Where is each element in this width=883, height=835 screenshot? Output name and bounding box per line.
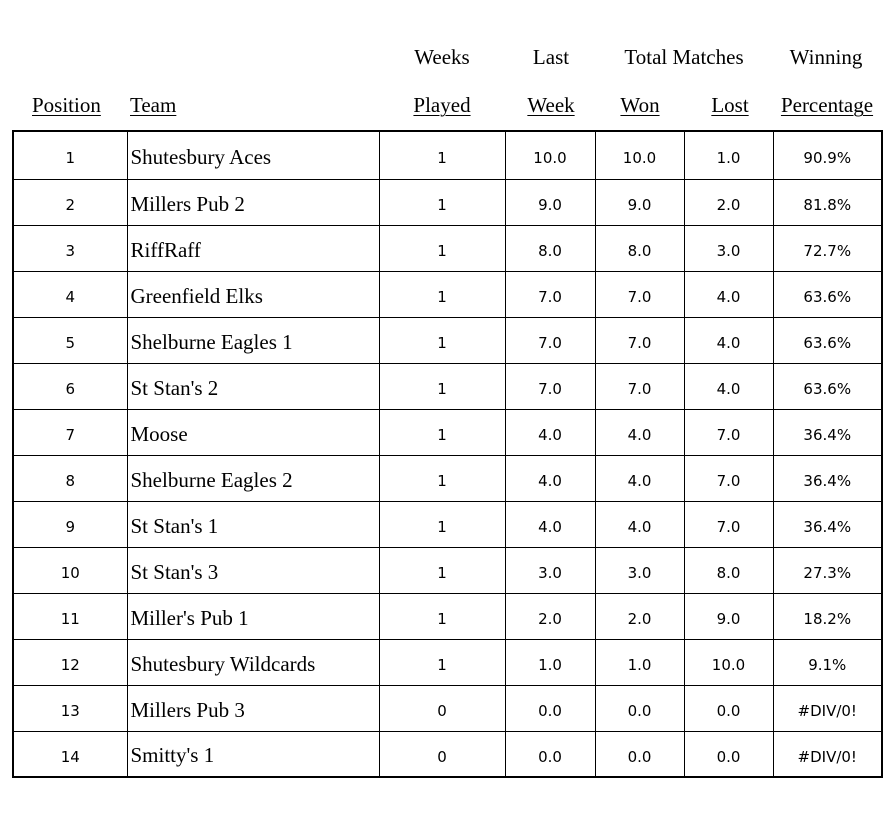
lost-cell: 7.0 <box>684 455 773 501</box>
weeks-played-cell: 1 <box>379 593 505 639</box>
last-week-cell: 7.0 <box>505 271 595 317</box>
weeks-played-cell: 1 <box>379 131 505 179</box>
position-cell: 9 <box>13 501 127 547</box>
lost-cell: 7.0 <box>684 409 773 455</box>
position-cell: 11 <box>13 593 127 639</box>
table-row <box>13 639 882 685</box>
won-cell: 4.0 <box>595 501 684 547</box>
won-cell: 2.0 <box>595 593 684 639</box>
lost-cell: 9.0 <box>684 593 773 639</box>
winning-percentage-cell: 63.6% <box>773 271 882 317</box>
lost-cell: 2.0 <box>684 179 773 225</box>
last-week-cell: 9.0 <box>505 179 595 225</box>
team-cell: RiffRaff <box>127 225 379 271</box>
header-played: Played <box>413 93 471 117</box>
table-row <box>13 685 882 731</box>
position-cell: 8 <box>13 455 127 501</box>
weeks-played-cell: 1 <box>379 225 505 271</box>
last-week-cell: 4.0 <box>505 409 595 455</box>
position-cell: 10 <box>13 547 127 593</box>
team-cell: St Stan's 3 <box>127 547 379 593</box>
position-cell: 13 <box>13 685 127 731</box>
header-position: Position <box>32 93 101 117</box>
table-row <box>13 363 882 409</box>
won-cell: 9.0 <box>595 179 684 225</box>
header-lost: Lost <box>711 93 749 117</box>
last-week-cell: 4.0 <box>505 501 595 547</box>
position-cell: 6 <box>13 363 127 409</box>
header-weeks: Weeks <box>414 45 470 69</box>
header-total-matches: Total Matches <box>624 45 744 69</box>
weeks-played-cell: 1 <box>379 409 505 455</box>
position-cell: 12 <box>13 639 127 685</box>
table-row <box>13 409 882 455</box>
team-cell: Miller's Pub 1 <box>127 593 379 639</box>
last-week-cell: 7.0 <box>505 363 595 409</box>
team-cell: Millers Pub 3 <box>127 685 379 731</box>
table-row <box>13 593 882 639</box>
team-cell: Shelburne Eagles 2 <box>127 455 379 501</box>
header-week: Week <box>527 93 575 117</box>
won-cell: 10.0 <box>595 131 684 179</box>
won-cell: 4.0 <box>595 455 684 501</box>
last-week-cell: 2.0 <box>505 593 595 639</box>
weeks-played-cell: 1 <box>379 363 505 409</box>
winning-percentage-cell: 27.3% <box>773 547 882 593</box>
lost-cell: 0.0 <box>684 731 773 777</box>
winning-percentage-cell: 63.6% <box>773 317 882 363</box>
standings-table <box>12 130 883 778</box>
lost-cell: 4.0 <box>684 363 773 409</box>
table-row <box>13 271 882 317</box>
position-cell: 4 <box>13 271 127 317</box>
last-week-cell: 0.0 <box>505 685 595 731</box>
won-cell: 1.0 <box>595 639 684 685</box>
last-week-cell: 7.0 <box>505 317 595 363</box>
team-cell: Shutesbury Wildcards <box>127 639 379 685</box>
table-row <box>13 225 882 271</box>
won-cell: 0.0 <box>595 731 684 777</box>
position-cell: 14 <box>13 731 127 777</box>
weeks-played-cell: 0 <box>379 731 505 777</box>
won-cell: 0.0 <box>595 685 684 731</box>
winning-percentage-cell: 72.7% <box>773 225 882 271</box>
header-won: Won <box>620 93 660 117</box>
lost-cell: 4.0 <box>684 317 773 363</box>
lost-cell: 10.0 <box>684 639 773 685</box>
weeks-played-cell: 1 <box>379 547 505 593</box>
table-row <box>13 731 882 777</box>
team-cell: Moose <box>127 409 379 455</box>
table-row <box>13 547 882 593</box>
winning-percentage-cell: #DIV/0! <box>773 685 882 731</box>
last-week-cell: 8.0 <box>505 225 595 271</box>
won-cell: 3.0 <box>595 547 684 593</box>
table-row <box>13 131 882 179</box>
last-week-cell: 0.0 <box>505 731 595 777</box>
lost-cell: 8.0 <box>684 547 773 593</box>
position-cell: 3 <box>13 225 127 271</box>
weeks-played-cell: 1 <box>379 501 505 547</box>
last-week-cell: 3.0 <box>505 547 595 593</box>
header-last: Last <box>532 45 570 69</box>
position-cell: 7 <box>13 409 127 455</box>
last-week-cell: 10.0 <box>505 131 595 179</box>
standings-body <box>13 131 882 777</box>
team-cell: Millers Pub 2 <box>127 179 379 225</box>
team-cell: St Stan's 1 <box>127 501 379 547</box>
team-cell: Smitty's 1 <box>127 731 379 777</box>
weeks-played-cell: 1 <box>379 317 505 363</box>
last-week-cell: 1.0 <box>505 639 595 685</box>
position-cell: 2 <box>13 179 127 225</box>
winning-percentage-cell: 36.4% <box>773 455 882 501</box>
table-row <box>13 501 882 547</box>
won-cell: 7.0 <box>595 271 684 317</box>
winning-percentage-cell: 9.1% <box>773 639 882 685</box>
winning-percentage-cell: 36.4% <box>773 409 882 455</box>
winning-percentage-cell: 63.6% <box>773 363 882 409</box>
lost-cell: 3.0 <box>684 225 773 271</box>
winning-percentage-cell: #DIV/0! <box>773 731 882 777</box>
table-row <box>13 455 882 501</box>
last-week-cell: 4.0 <box>505 455 595 501</box>
header-percentage: Percentage <box>780 93 874 117</box>
weeks-played-cell: 1 <box>379 455 505 501</box>
weeks-played-cell: 1 <box>379 271 505 317</box>
weeks-played-cell: 1 <box>379 179 505 225</box>
won-cell: 7.0 <box>595 317 684 363</box>
winning-percentage-cell: 36.4% <box>773 501 882 547</box>
lost-cell: 4.0 <box>684 271 773 317</box>
table-row <box>13 179 882 225</box>
team-cell: Shutesbury Aces <box>127 131 379 179</box>
team-cell: Shelburne Eagles 1 <box>127 317 379 363</box>
header-winning: Winning <box>789 45 863 69</box>
team-cell: Greenfield Elks <box>127 271 379 317</box>
lost-cell: 7.0 <box>684 501 773 547</box>
position-cell: 5 <box>13 317 127 363</box>
weeks-played-cell: 1 <box>379 639 505 685</box>
winning-percentage-cell: 18.2% <box>773 593 882 639</box>
winning-percentage-cell: 81.8% <box>773 179 882 225</box>
won-cell: 8.0 <box>595 225 684 271</box>
lost-cell: 1.0 <box>684 131 773 179</box>
winning-percentage-cell: 90.9% <box>773 131 882 179</box>
position-cell: 1 <box>13 131 127 179</box>
won-cell: 4.0 <box>595 409 684 455</box>
header-team: Team <box>130 93 177 117</box>
won-cell: 7.0 <box>595 363 684 409</box>
lost-cell: 0.0 <box>684 685 773 731</box>
team-cell: St Stan's 2 <box>127 363 379 409</box>
table-row <box>13 317 882 363</box>
weeks-played-cell: 0 <box>379 685 505 731</box>
